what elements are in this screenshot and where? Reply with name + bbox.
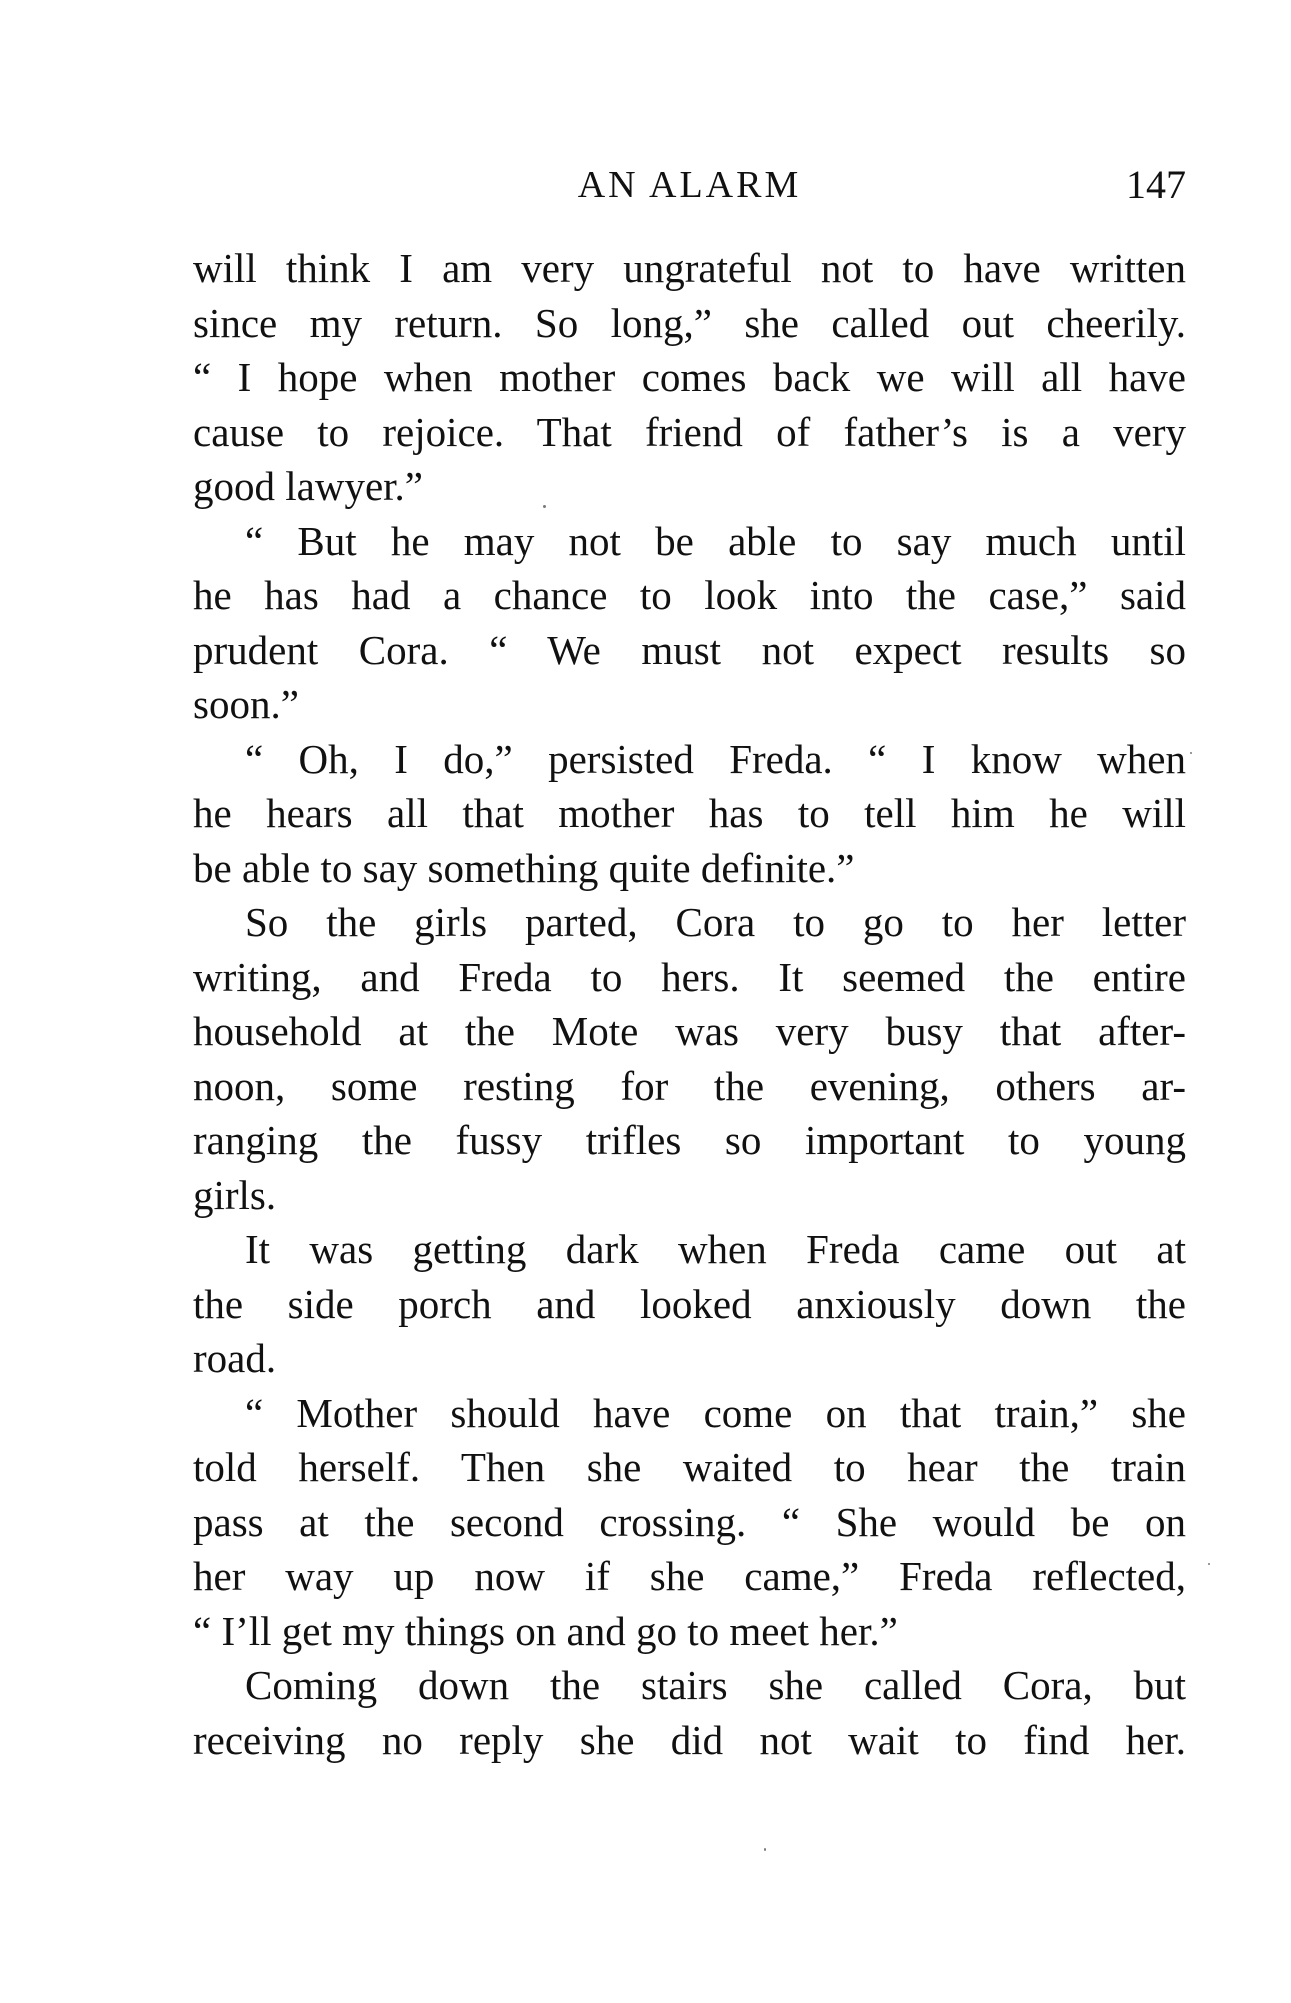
text-line: pass at the second crossing. “ She would be on [193, 1498, 1186, 1545]
text-line: receiving no reply she did not wait to find her. [193, 1716, 1186, 1763]
body-text [193, 241, 1186, 1767]
paper-speck [543, 505, 546, 508]
text-line: prudent Cora. “ We must not expect results so [193, 626, 1186, 673]
text-line: It was getting dark when Freda came out at [245, 1226, 1186, 1272]
text-line: “ Mother should have come on that train,” she [245, 1389, 1186, 1436]
text-line: girls. [193, 1171, 277, 1218]
text-line: “ I hope when mother comes back we will all have [193, 354, 1186, 400]
text-line: “ I’ll get my things on and go to meet her.” [193, 1607, 898, 1654]
text-line: road. [193, 1335, 277, 1381]
running-head [193, 160, 1186, 210]
text-line: he hears all that mother has to tell him he will [193, 790, 1186, 836]
text-line: be able to say something quite definite.” [193, 844, 855, 891]
paper-speck [1208, 1563, 1210, 1565]
text-line: cause to rejoice. That friend of father’s is a very [193, 408, 1186, 455]
text-line: “ But he may not be able to say much until [245, 517, 1186, 564]
paper-speck [764, 1848, 766, 1851]
page-number: 147 [1126, 162, 1186, 207]
text-line: So the girls parted, Cora to go to her letter [245, 899, 1186, 945]
text-line: since my return. So long,” she called out cheerily. [193, 299, 1186, 346]
text-line: the side porch and looked anxiously down the [193, 1280, 1186, 1327]
text-line: good lawyer.” [193, 463, 423, 509]
text-line: told herself. Then she waited to hear the train [193, 1444, 1186, 1490]
running-title: AN ALARM [577, 164, 802, 206]
text-line: ranging the fussy trifles so important to young [193, 1117, 1186, 1163]
text-line: he has had a chance to look into the case,” said [193, 572, 1186, 618]
text-line: soon.” [193, 681, 299, 727]
text-line: her way up now if she came,” Freda reflected, [193, 1553, 1186, 1599]
text-line: noon, some resting for the evening, others ar- [193, 1062, 1186, 1109]
text-line: will think I am very ungrateful not to have written [193, 245, 1186, 291]
text-line: “ Oh, I do,” persisted Freda. “ I know when [245, 735, 1186, 782]
text-line: writing, and Freda to hers. It seemed the entire [193, 953, 1186, 1000]
text-line: Coming down the stairs she called Cora, but [245, 1662, 1186, 1708]
paper-speck [1190, 752, 1192, 754]
text-line: household at the Mote was very busy that after- [193, 1008, 1186, 1054]
